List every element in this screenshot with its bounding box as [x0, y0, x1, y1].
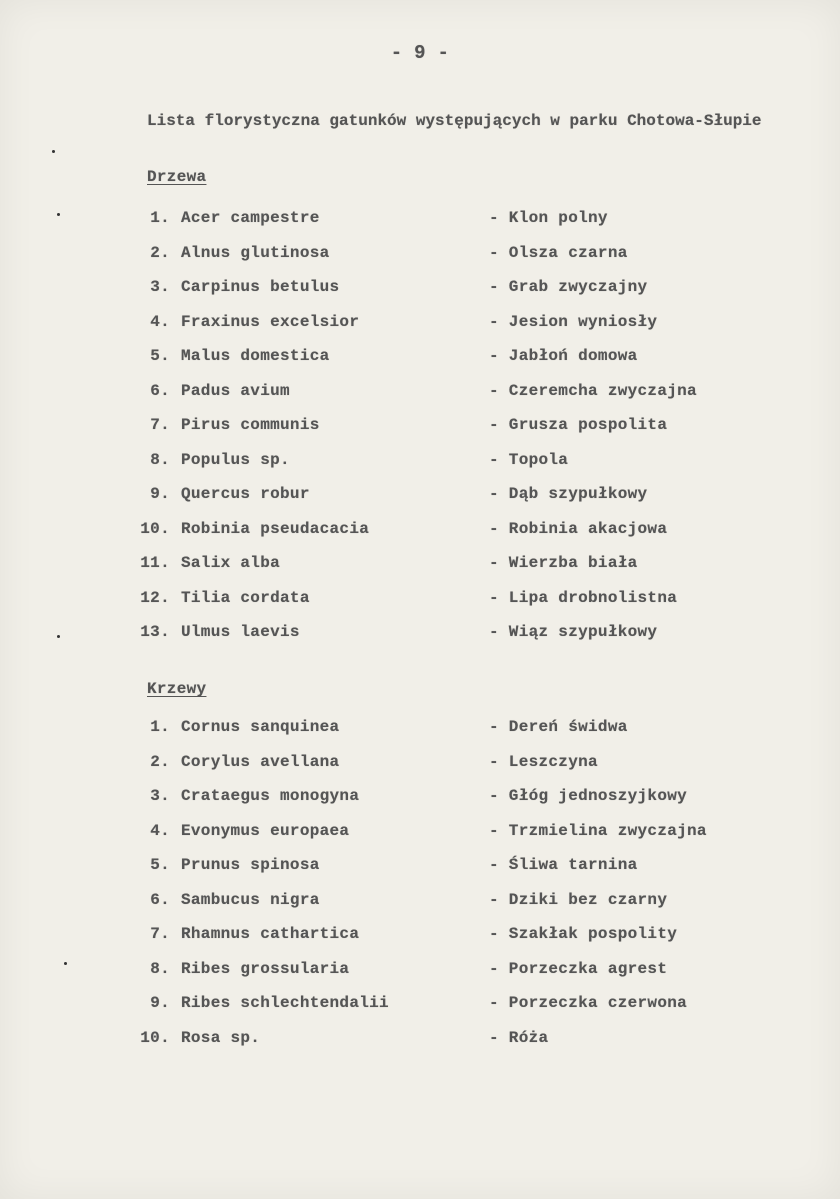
margin-speck — [57, 213, 60, 216]
latin-name: Alnus glutinosa — [181, 243, 330, 262]
item-number: 5. — [150, 856, 170, 874]
list-item — [0, 753, 840, 788]
list-item — [0, 554, 840, 589]
page-number: - 9 - — [390, 42, 450, 64]
item-number: 12. — [140, 588, 170, 607]
margin-speck — [52, 150, 55, 153]
list-item — [0, 925, 840, 960]
list-item — [0, 822, 840, 857]
polish-name: - Klon polny — [489, 209, 608, 227]
item-number: 11. — [140, 554, 170, 572]
latin-name: Quercus robur — [181, 485, 310, 503]
list-item — [0, 960, 840, 995]
polish-name: - Wiąz szypułkowy — [489, 623, 658, 641]
latin-name: Prunus spinosa — [181, 856, 320, 874]
item-number: 6. — [150, 381, 170, 400]
polish-name: - Jesion wyniosły — [489, 312, 658, 331]
polish-name: - Jabłoń domowa — [489, 347, 638, 365]
latin-name: Ulmus laevis — [181, 623, 300, 641]
list-item — [0, 416, 840, 451]
latin-name: Malus domestica — [181, 347, 330, 365]
polish-name: - Porzeczka agrest — [489, 959, 668, 978]
latin-name: Ribes grossularia — [181, 959, 350, 978]
latin-name: Rosa sp. — [181, 1028, 261, 1047]
margin-speck — [57, 635, 60, 638]
item-number: 10. — [140, 519, 170, 538]
polish-name: - Dąb szypułkowy — [489, 485, 648, 503]
polish-name: - Grab zwyczajny — [489, 278, 648, 296]
latin-name: Fraxinus excelsior — [181, 312, 360, 331]
item-number: 9. — [150, 994, 170, 1012]
list-item — [0, 856, 840, 891]
list-item — [0, 244, 840, 279]
shrubs-list — [0, 718, 840, 1063]
item-number: 3. — [150, 278, 170, 296]
latin-name: Populus sp. — [181, 450, 290, 469]
polish-name: - Dereń świdwa — [489, 718, 628, 736]
polish-name: - Dziki bez czarny — [489, 890, 668, 909]
document-title: Lista florystyczna gatunków występujących w parku Chotowa-Słupie — [147, 112, 762, 130]
latin-name: Robinia pseudacacia — [181, 519, 370, 538]
latin-name: Acer campestre — [181, 209, 320, 227]
item-number: 8. — [150, 959, 170, 978]
item-number: 2. — [150, 752, 170, 771]
list-item — [0, 278, 840, 313]
list-item — [0, 209, 840, 244]
list-item — [0, 347, 840, 382]
list-item — [0, 718, 840, 753]
margin-speck — [64, 962, 67, 965]
list-item — [0, 485, 840, 520]
list-item — [0, 589, 840, 624]
latin-name: Salix alba — [181, 554, 281, 572]
latin-name: Pirus communis — [181, 416, 320, 434]
polish-name: - Olsza czarna — [489, 243, 628, 262]
trees-list — [0, 209, 840, 658]
item-number: 1. — [150, 718, 170, 736]
list-item — [0, 891, 840, 926]
item-number: 9. — [150, 485, 170, 503]
polish-name: - Leszczyna — [489, 752, 598, 771]
list-item — [0, 1029, 840, 1064]
polish-name: - Grusza pospolita — [489, 416, 668, 434]
polish-name: - Porzeczka czerwona — [489, 994, 688, 1012]
item-number: 8. — [150, 450, 170, 469]
polish-name: - Szakłak pospolity — [489, 925, 678, 943]
item-number: 6. — [150, 890, 170, 909]
polish-name: - Wierzba biała — [489, 554, 638, 572]
polish-name: - Głóg jednoszyjkowy — [489, 787, 688, 805]
latin-name: Tilia cordata — [181, 588, 310, 607]
polish-name: - Lipa drobnolistna — [489, 588, 678, 607]
list-item — [0, 623, 840, 658]
polish-name: - Śliwa tarnina — [489, 856, 638, 874]
item-number: 10. — [140, 1028, 170, 1047]
latin-name: Crataegus monogyna — [181, 787, 360, 805]
latin-name: Padus avium — [181, 381, 290, 400]
polish-name: - Czeremcha zwyczajna — [489, 381, 697, 400]
list-item — [0, 520, 840, 555]
item-number: 7. — [150, 925, 170, 943]
section-heading-shrubs: Krzewy — [147, 680, 207, 698]
polish-name: - Trzmielina zwyczajna — [489, 821, 707, 840]
section-heading-trees: Drzewa — [147, 168, 207, 186]
list-item — [0, 451, 840, 486]
item-number: 2. — [150, 243, 170, 262]
latin-name: Evonymus europaea — [181, 821, 350, 840]
item-number: 7. — [150, 416, 170, 434]
polish-name: - Robinia akacjowa — [489, 519, 668, 538]
item-number: 1. — [150, 209, 170, 227]
polish-name: - Róża — [489, 1028, 549, 1047]
list-item — [0, 994, 840, 1029]
latin-name: Rhamnus cathartica — [181, 925, 360, 943]
latin-name: Sambucus nigra — [181, 890, 320, 909]
item-number: 13. — [140, 623, 170, 641]
item-number: 5. — [150, 347, 170, 365]
item-number: 4. — [150, 312, 170, 331]
item-number: 3. — [150, 787, 170, 805]
list-item — [0, 382, 840, 417]
latin-name: Carpinus betulus — [181, 278, 340, 296]
item-number: 4. — [150, 821, 170, 840]
latin-name: Cornus sanquinea — [181, 718, 340, 736]
polish-name: - Topola — [489, 450, 569, 469]
list-item — [0, 313, 840, 348]
latin-name: Ribes schlechtendalii — [181, 994, 389, 1012]
latin-name: Corylus avellana — [181, 752, 340, 771]
list-item — [0, 787, 840, 822]
